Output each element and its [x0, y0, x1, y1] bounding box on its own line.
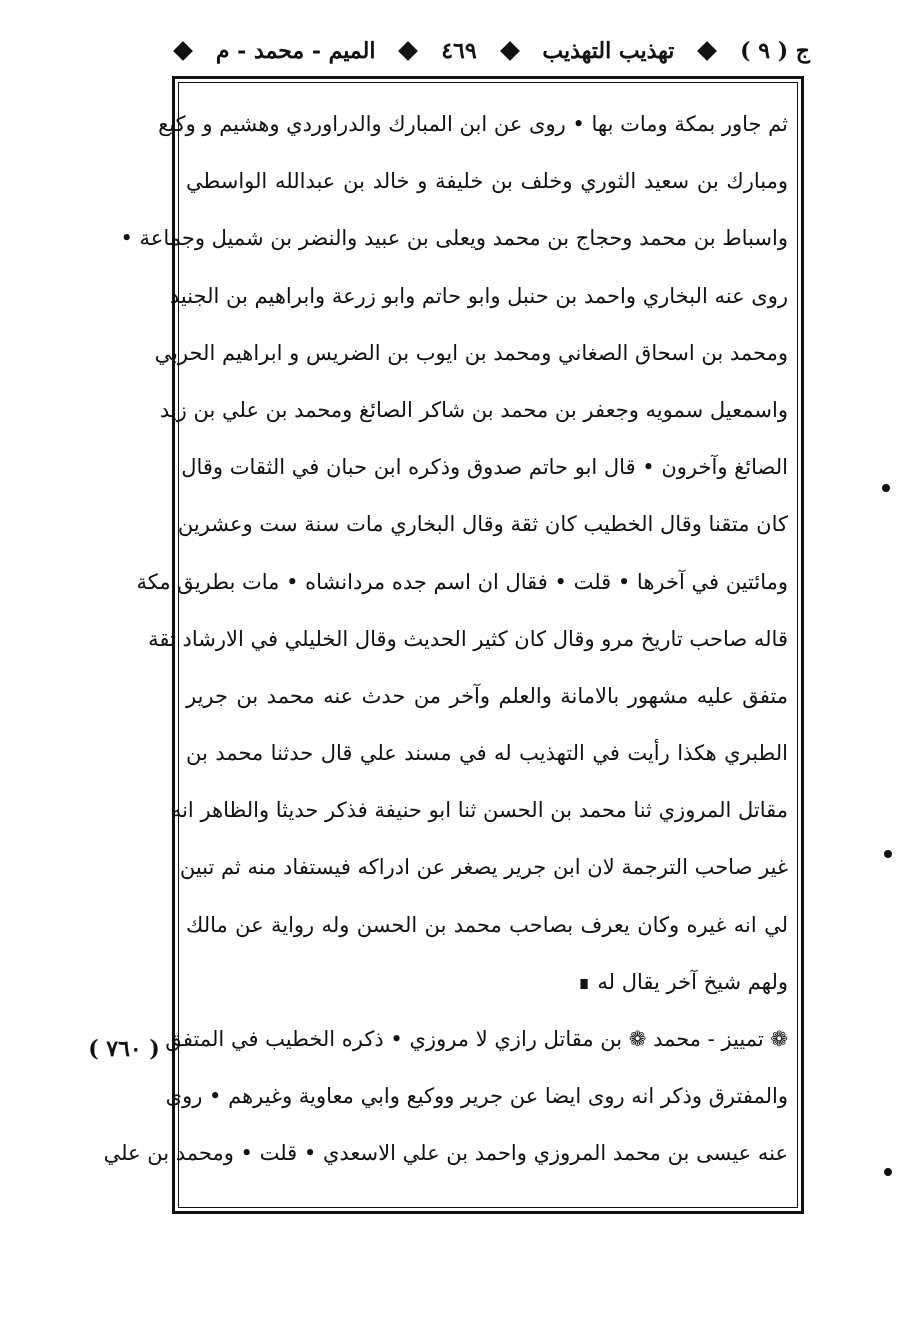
margin-mark [884, 1168, 892, 1176]
text-line: والمفترق وذكر انه روى ايضا عن جرير ووكيع وابي معاوية وغيرهم • روى [165, 1084, 788, 1109]
entry-number: ( ٧٦٠ ) [88, 1036, 160, 1062]
ornament-icon [500, 41, 520, 61]
ornament-icon [697, 41, 717, 61]
text-line: ولهم شيخ آخر يقال له ∎ [577, 969, 788, 994]
section-label: الميم - محمد - م [215, 38, 376, 64]
margin-mark [884, 850, 892, 858]
ornament-icon [173, 41, 193, 61]
text-line: الصائغ وآخرون • قال ابو حاتم صدوق وذكره ابن حبان في الثقات وقال [181, 455, 788, 480]
text-line: ثم جاور بمكة ومات بها • روى عن ابن المبارك والدراوردي وهشيم و وكيع [158, 112, 788, 136]
text-line: الطبري هكذا رأيت في التهذيب له في مسند علي قال حدثنا محمد بن [186, 741, 788, 766]
text-line: كان متقنا وقال الخطيب كان ثقة وقال البخاري مات سنة ست وعشرين [177, 512, 788, 537]
volume-label: ج ( ٩ ) [740, 38, 810, 64]
text-line: عنه عيسى بن محمد المروزي واحمد بن علي الاسعدي • قلت • ومحمد بن علي [103, 1141, 788, 1166]
text-line: ومائتين في آخرها • قلت • فقال ان اسم جده مردانشاه • مات بطريق مكة [136, 569, 788, 594]
text-line: مقاتل المروزي ثنا محمد بن الحسن ثنا ابو حنيفة فذكر حديثا والظاهر انه [170, 798, 788, 823]
text-line: واسمعيل سمويه وجعفر بن محمد بن شاكر الصائغ ومحمد بن علي بن زيد [159, 397, 788, 422]
page-number: ٤٦٩ [441, 38, 477, 64]
text-line: روى عنه البخاري واحمد بن حنبل وابو حاتم وابو زرعة وابراهيم بن الجنيد [169, 283, 788, 308]
text-line: ومبارك بن سعيد الثوري وخلف بن خليفة و خالد بن عبدالله الواسطي [186, 169, 788, 194]
text-line: ❁ تمييز - محمد ❁ بن مقاتل رازي لا مروزي • ذكره الخطيب في المتفق [165, 1027, 788, 1051]
text-line: متفق عليه مشهور بالامانة والعلم وآخر من حدث عنه محمد بن جرير [186, 683, 788, 708]
margin-mark [882, 484, 890, 492]
ornament-icon [398, 41, 418, 61]
text-line: ومحمد بن اسحاق الصغاني ومحمد بن ايوب بن الضريس و ابراهيم الحربي [154, 340, 788, 365]
text-line: واسباط بن محمد وحجاج بن محمد ويعلى بن عبيد والنضر بن شميل وجماعة • [120, 226, 788, 251]
book-title: تهذيب التهذيب [542, 38, 675, 64]
text-line: غير صاحب الترجمة لان ابن جرير يصغر عن ادراكه فيستفاد منه ثم تبين [179, 855, 788, 880]
text-line: لي انه غيره وكان يعرف بصاحب محمد بن الحسن وله رواية عن مالك [186, 912, 788, 937]
page-header [170, 30, 810, 72]
text-line: قاله صاحب تاريخ مرو وقال كان كثير الحديث وقال الخليلي في الارشاد ثقة [148, 626, 788, 651]
